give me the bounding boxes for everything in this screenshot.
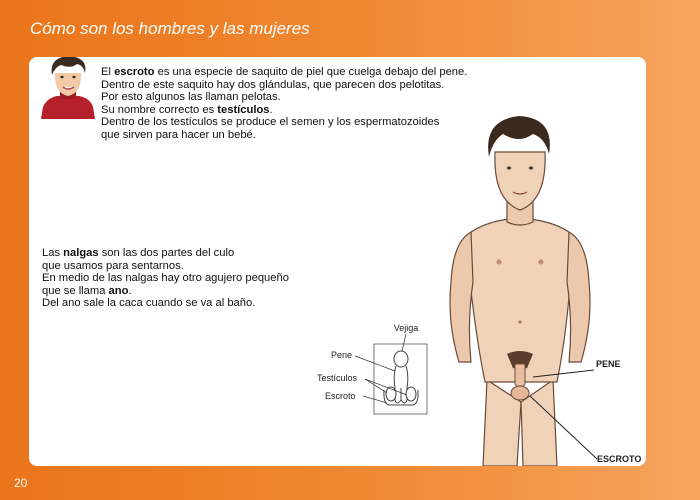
intro-line-5: Dentro de los testículos se produce el semen y los espermatozoides bbox=[101, 116, 440, 129]
intro-line-1: El escroto es una especie de saquito de piel que cuelga debajo del pene. bbox=[101, 66, 468, 78]
figure-label-escroto: ESCROTO bbox=[597, 454, 642, 464]
page-number: 20 bbox=[14, 476, 28, 490]
label-pene: Pene bbox=[331, 350, 353, 360]
content-panel bbox=[29, 57, 646, 466]
nalgas-line-5: Del ano sale la caca cuando se va al baño. bbox=[42, 297, 256, 310]
intro-line-2: Dentro de este saquito hay dos glándulas, que parecen dos pelotitas. bbox=[101, 78, 445, 91]
figure-label-pene: PENE bbox=[596, 359, 621, 369]
nalgas-line-3: En medio de las nalgas hay otro agujero pequeño bbox=[42, 272, 289, 285]
nalgas-line-1: Las nalgas son las dos partes del culo bbox=[42, 247, 235, 259]
term-escroto: escroto bbox=[114, 66, 155, 78]
label-vejiga: Vejiga bbox=[393, 323, 419, 333]
right-testicle-shape bbox=[406, 387, 416, 401]
male-body bbox=[450, 116, 590, 466]
nalgas-line-4: que se llama ano. bbox=[42, 284, 132, 297]
nalgas-line-2: que usamos para sentarnos. bbox=[42, 259, 184, 272]
intro-line-3: Por esto algunos las llaman pelotas. bbox=[101, 91, 281, 104]
intro-line-6: que sirven para hacer un bebé. bbox=[101, 128, 256, 141]
label-escroto: Escroto bbox=[325, 391, 356, 401]
male-figure-illustration bbox=[429, 112, 646, 466]
label-testiculos: Testículos bbox=[317, 373, 358, 383]
page-title: Cómo son los hombres y las mujeres bbox=[30, 19, 310, 38]
intro-line-4: Su nombre correcto es testículos. bbox=[101, 103, 273, 116]
bladder-shape bbox=[394, 351, 408, 367]
term-testiculos: testículos bbox=[217, 103, 270, 116]
term-ano: ano bbox=[108, 284, 129, 297]
narrator-avatar bbox=[39, 57, 97, 119]
scrotum-explanation bbox=[101, 66, 467, 142]
term-nalgas: nalgas bbox=[63, 247, 99, 259]
buttocks-explanation bbox=[42, 247, 289, 310]
